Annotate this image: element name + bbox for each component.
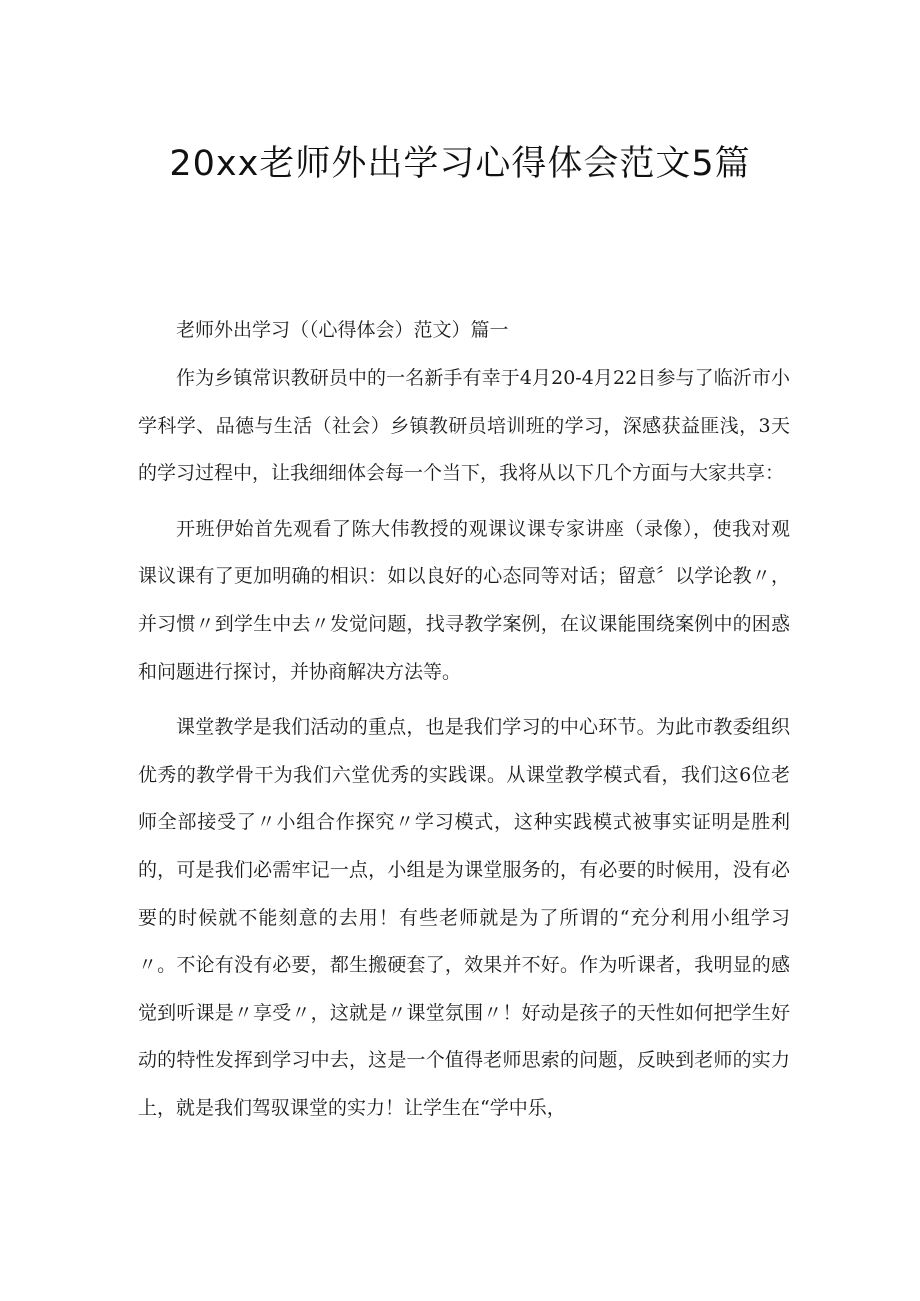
document-body: [138, 310, 790, 1133]
paragraph-2: 开班伊始首先观看了陈大伟教授的观课议课专家讲座（录像），使我对观课议课有了更加明确的相识：如以良好的心态同等对话；留意〞以学论教〃，并习惯〃到学生中去〃发觉问题，找寻教学案例，在议课能围绕案例中的困惑和问题进行探讨，并协商解决方法等。: [138, 517, 790, 683]
section-heading: 老师外出学习（（心得体会）范文）篇一: [176, 319, 509, 341]
paragraph-3: 课堂教学是我们活动的重点，也是我们学习的中心环节。为此市教委组织优秀的教学骨干为我们六堂优秀的实践课。从课堂教学模式看，我们这6位老师全部接受了〃小组合作探究〃学习模式，这种实践模式被事实证明是胜利的，可是我们必需牢记一点，小组是为课堂服务的，有必要的时候用，没有必要的时候就不能刻意的去用！有些老师就是为了所谓的“充分利用小组学习〃。不论有没有必要，都生搬硬套了，效果并不好。作为听课者，我明显的感觉到听课是〃享受〃，这就是〃课堂氛围〃！好动是孩子的天性如何把学生好动的特性发挥到学习中去，这是一个值得老师思索的问题，反映到老师的实力上，就是我们驾驭课堂的实力！让学生在“学中乐，: [138, 716, 790, 1119]
paragraph-1: 作为乡镇常识教研员中的一名新手有幸于4月20-4月22日参与了临沂市小学科学、品德与生活（社会）乡镇教研员培训班的学习，深感获益匪浅，3天的学习过程中，让我细细体会每一个当下，我将从以下几个方面与大家共享：: [138, 367, 790, 485]
document-title: 20xx老师外出学习心得体会范文5篇: [169, 144, 751, 184]
